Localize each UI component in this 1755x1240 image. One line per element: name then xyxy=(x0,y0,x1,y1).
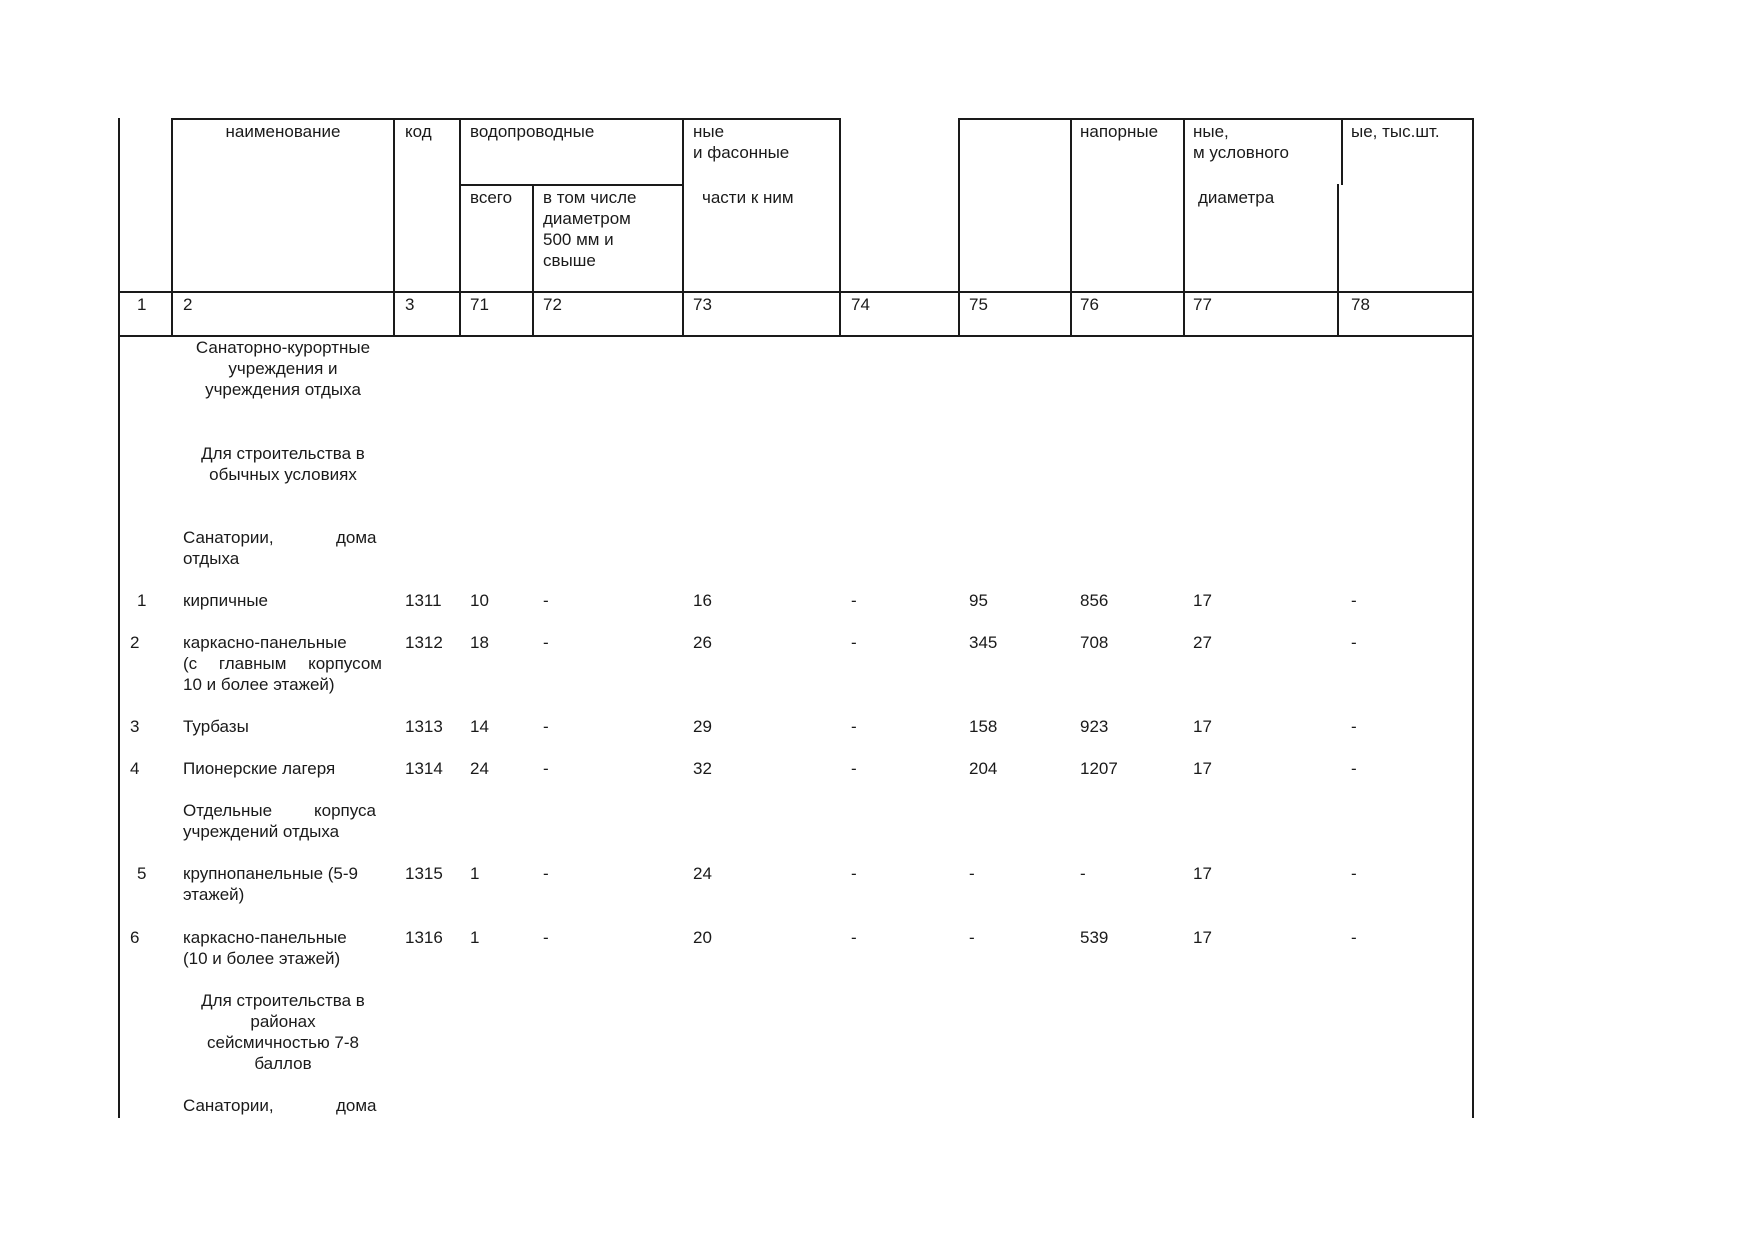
rule-col-78b xyxy=(1337,184,1339,336)
section-heading: учреждения отдыха xyxy=(205,380,361,399)
subsection-label: Отдельные xyxy=(183,801,273,820)
row-number: 4 xyxy=(130,759,140,778)
row-number: 5 xyxy=(137,864,147,883)
row-name: крупнопанельные (5-9 xyxy=(183,864,358,883)
row-code: 1314 xyxy=(405,759,443,778)
cell-76: 539 xyxy=(1080,928,1109,947)
col-number: 75 xyxy=(969,295,988,314)
row-number: 2 xyxy=(130,633,140,652)
cell-77: 17 xyxy=(1193,759,1212,778)
rule-col-71 xyxy=(459,118,461,336)
rule-col-76 xyxy=(1070,118,1072,336)
cell-76: 708 xyxy=(1080,633,1109,652)
section-heading: районах xyxy=(250,1012,316,1031)
rule-col-75a xyxy=(958,118,960,185)
cell-75: 95 xyxy=(969,591,988,610)
row-code: 1315 xyxy=(405,864,443,883)
cell-72: - xyxy=(543,633,549,652)
rule-col-2 xyxy=(171,118,173,336)
subsection-label: учреждений отдыха xyxy=(183,822,340,841)
cell-76: 923 xyxy=(1080,717,1109,736)
rule-col-72 xyxy=(532,184,534,336)
cell-72: - xyxy=(543,864,549,883)
cell-78: - xyxy=(1351,717,1357,736)
header-fittings-a: ные xyxy=(693,122,725,141)
row-code: 1312 xyxy=(405,633,443,652)
rule-col-3 xyxy=(393,118,395,336)
col-number: 74 xyxy=(851,295,870,314)
col-number: 78 xyxy=(1351,295,1370,314)
cell-74: - xyxy=(851,928,857,947)
subsection-label: корпуса xyxy=(314,801,377,820)
row-number: 3 xyxy=(130,717,140,736)
rule-water-sub xyxy=(459,184,684,186)
row-name: этажей) xyxy=(183,885,245,904)
header-fittings-c: части к ним xyxy=(702,188,794,207)
col-number: 71 xyxy=(470,295,489,314)
section-heading: Санаторно-курортные xyxy=(195,338,371,357)
cell-74: - xyxy=(851,633,857,652)
col-number: 76 xyxy=(1080,295,1099,314)
header-pressure: напорные xyxy=(1080,122,1159,141)
cell-71: 14 xyxy=(470,717,489,736)
header-total: всего xyxy=(470,188,513,207)
cell-78: - xyxy=(1351,591,1357,610)
header-thousand: ые, тыс.шт. xyxy=(1351,122,1440,141)
col-number: 3 xyxy=(405,295,415,314)
header-diam-b: м условного xyxy=(1193,143,1289,162)
cell-78: - xyxy=(1351,759,1357,778)
cell-77: 17 xyxy=(1193,591,1212,610)
cell-73: 20 xyxy=(693,928,712,947)
section-heading: обычных условиях xyxy=(209,465,357,484)
row-name: 10 и более этажей) xyxy=(183,675,335,694)
col-number: 1 xyxy=(137,295,147,314)
subsection-label: дома xyxy=(336,528,377,547)
row-name: Турбазы xyxy=(183,717,249,736)
header-fittings-b: и фасонные xyxy=(693,143,790,162)
cell-72: - xyxy=(543,591,549,610)
rule-header-bottom xyxy=(118,291,1474,293)
subsection-label: отдыха xyxy=(183,549,240,568)
cell-74: - xyxy=(851,864,857,883)
row-name: каркасно-панельные xyxy=(183,633,347,652)
cell-75: 204 xyxy=(969,759,998,778)
cell-76: - xyxy=(1080,864,1086,883)
row-name: (с главным корпусом xyxy=(183,654,382,673)
header-code: код xyxy=(405,122,432,141)
cell-73: 24 xyxy=(693,864,712,883)
cell-75: - xyxy=(969,864,975,883)
header-diam-a: ные, xyxy=(1193,122,1229,141)
cell-74: - xyxy=(851,759,857,778)
cell-71: 1 xyxy=(470,864,480,883)
cell-76: 856 xyxy=(1080,591,1109,610)
section-heading: баллов xyxy=(254,1054,312,1073)
rule-left-outer xyxy=(118,118,120,1118)
row-name: кирпичные xyxy=(183,591,269,610)
cell-73: 26 xyxy=(693,633,712,652)
col-number: 77 xyxy=(1193,295,1212,314)
rule-col-74 xyxy=(839,118,841,336)
cell-73: 29 xyxy=(693,717,712,736)
cell-74: - xyxy=(851,717,857,736)
cell-78: - xyxy=(1351,928,1357,947)
section-heading: сейсмичностью 7-8 xyxy=(206,1033,360,1052)
subsection-label: дома xyxy=(336,1096,377,1115)
cell-71: 1 xyxy=(470,928,480,947)
cell-75: 345 xyxy=(969,633,998,652)
cell-72: - xyxy=(543,928,549,947)
row-name: (10 и более этажей) xyxy=(183,949,341,968)
cell-75: - xyxy=(969,928,975,947)
header-incl-4: свыше xyxy=(543,251,596,270)
rule-col-78a xyxy=(1341,118,1343,185)
header-water: водопроводные xyxy=(470,122,595,141)
cell-78: - xyxy=(1351,864,1357,883)
section-heading: Для строительства в xyxy=(201,444,365,463)
cell-71: 24 xyxy=(470,759,489,778)
cell-73: 32 xyxy=(693,759,712,778)
cell-72: - xyxy=(543,759,549,778)
cell-74: - xyxy=(851,591,857,610)
header-incl-3: 500 мм и xyxy=(543,230,614,249)
cell-71: 18 xyxy=(470,633,489,652)
cell-78: - xyxy=(1351,633,1357,652)
row-code: 1313 xyxy=(405,717,443,736)
section-heading: учреждения и xyxy=(228,359,338,378)
header-diam-c: диаметра xyxy=(1198,188,1275,207)
rule-col-77 xyxy=(1183,118,1185,336)
row-number: 6 xyxy=(130,928,140,947)
rule-top-a xyxy=(172,118,840,120)
row-code: 1311 xyxy=(405,591,442,610)
rule-col-73 xyxy=(682,118,684,336)
subsection-label: Санатории, xyxy=(183,528,274,547)
rule-right-outer xyxy=(1472,118,1474,1118)
header-incl-2: диаметром xyxy=(543,209,631,228)
cell-77: 17 xyxy=(1193,928,1212,947)
row-number: 1 xyxy=(137,591,147,610)
col-number: 72 xyxy=(543,295,562,314)
col-number: 73 xyxy=(693,295,712,314)
row-code: 1316 xyxy=(405,928,443,947)
section-heading: Для строительства в xyxy=(201,991,365,1010)
cell-72: - xyxy=(543,717,549,736)
rule-col-75b xyxy=(958,184,960,336)
subsection-label: Санатории, xyxy=(183,1096,274,1115)
header-name: наименование xyxy=(225,122,341,141)
cell-71: 10 xyxy=(470,591,489,610)
rule-top-b xyxy=(958,118,1474,120)
cell-77: 27 xyxy=(1193,633,1212,652)
row-name: Пионерские лагеря xyxy=(183,759,336,778)
col-number: 2 xyxy=(183,295,193,314)
cell-75: 158 xyxy=(969,717,998,736)
cell-77: 17 xyxy=(1193,717,1212,736)
cell-76: 1207 xyxy=(1080,759,1118,778)
cell-73: 16 xyxy=(693,591,712,610)
row-name: каркасно-панельные xyxy=(183,928,347,947)
header-incl-1: в том числе xyxy=(543,188,637,207)
cell-77: 17 xyxy=(1193,864,1212,883)
